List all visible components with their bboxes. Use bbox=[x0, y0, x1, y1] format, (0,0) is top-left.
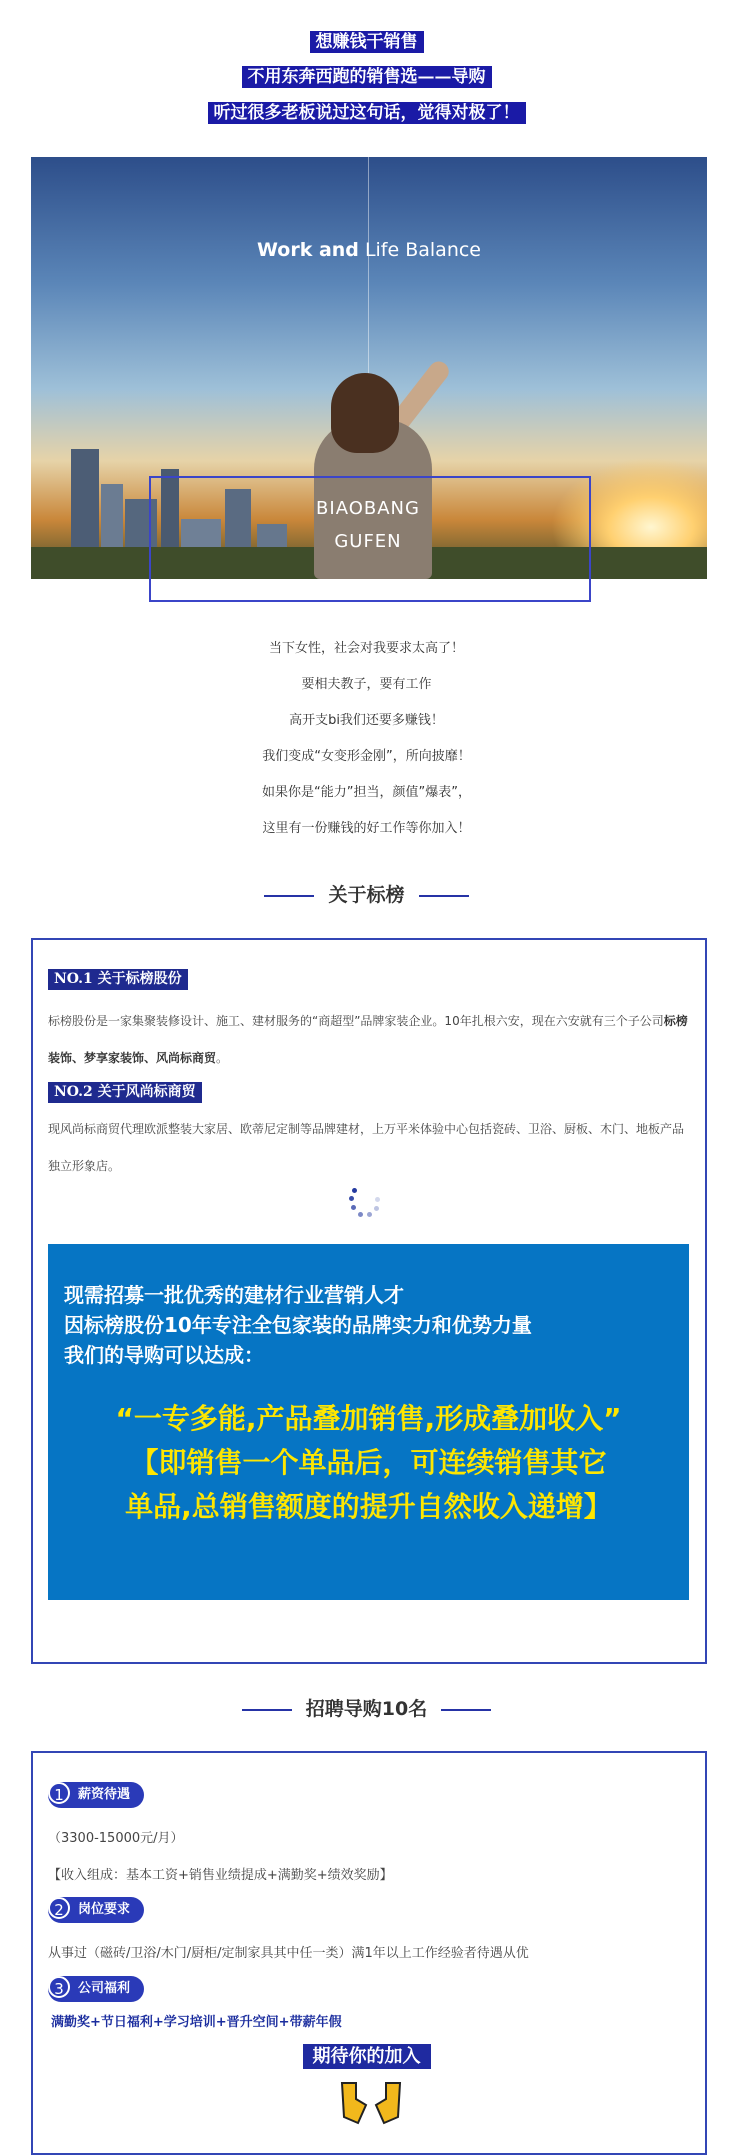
person-head bbox=[331, 373, 399, 453]
brand-text bbox=[149, 492, 587, 558]
pill-salary: 1 薪资待遇 bbox=[48, 1782, 144, 1808]
section-title-about: 关于标榜 bbox=[0, 880, 733, 907]
no1-title: NO.1 关于标榜股份 bbox=[48, 969, 188, 990]
intro-line: 高开支bi我们还要多赚钱！ bbox=[289, 713, 444, 728]
loading-spinner-icon bbox=[350, 1188, 380, 1218]
headline-2: 不用东奔西跑的销售选——导购 bbox=[0, 66, 733, 88]
no1-text: 标榜股份是一家集聚装修设计、施工、建材服务的“商超型”品牌家装企业。10年扎根六安，现在六安就有三个子公司标榜装饰、梦享家装饰、风尚标商贸。 bbox=[48, 1014, 688, 1065]
panel-lines: 现需招募一批优秀的建材行业营销人才 因标榜股份10年专注全包家装的品牌实力和优势力量 我们的导购可以达成： bbox=[64, 1283, 532, 1367]
pill-requirement: 2 岗位要求 bbox=[48, 1897, 144, 1923]
headline-1: 想赚钱干销售 bbox=[0, 31, 733, 53]
intro-line: 当下女性，社会对我要求太高了！ bbox=[268, 641, 464, 656]
intro-line: 我们变成“女变形金刚”，所向披靡！ bbox=[262, 749, 471, 764]
salary-range: （3300-15000元/月） bbox=[48, 1831, 184, 1846]
expect-banner: 期待你的加入 bbox=[0, 2042, 733, 2068]
pill-welfare: 3 公司福利 bbox=[48, 1976, 144, 2002]
intro-line: 这里有一份赚钱的好工作等你加入！ bbox=[262, 821, 471, 836]
salary-detail: 【收入组成：基本工资+销售业绩提成+满勤奖+绩效奖励】 bbox=[48, 1868, 393, 1883]
title-line bbox=[242, 1709, 292, 1711]
section-title-recruit: 招聘导购10名 bbox=[0, 1694, 733, 1721]
pointing-hands-icon bbox=[336, 2079, 406, 2125]
title-line bbox=[419, 895, 469, 897]
requirement-text: 从事过（磁砖/卫浴/木门/厨柜/定制家具其中任一类）满1年以上工作经验者待遇从优 bbox=[48, 1946, 529, 1961]
no2-title: NO.2 关于风尚标商贸 bbox=[48, 1082, 202, 1103]
title-line bbox=[264, 895, 314, 897]
panel-slogan: “一专多能,产品叠加销售,形成叠加收入” 【即销售一个单品后，可连续销售其它 单品,总销售额度的提升自然收入递增】 bbox=[115, 1402, 622, 1523]
title-line bbox=[441, 1709, 491, 1711]
welfare-text: 满勤奖+节日福利+学习培训+晋升空间+带薪年假 bbox=[51, 2015, 342, 2030]
intro-line: 如果你是“能力”担当，颜值”爆表”， bbox=[262, 785, 471, 800]
recruit-highlight-panel bbox=[48, 1244, 689, 1600]
headline-3: 听过很多老板说过这句话，觉得对极了！ bbox=[0, 102, 733, 124]
no2-text: 现风尚标商贸代理欧派整装大家居、欧蒂尼定制等品牌建材，上万平米体验中心包括瓷砖、卫浴、厨板、木门、地板产品独立形象店。 bbox=[48, 1122, 685, 1173]
brand-line-2: GUFEN bbox=[334, 531, 402, 552]
intro-line: 要相夫教子，要有工作 bbox=[301, 677, 432, 692]
hero-tagline: Work and Life Balance bbox=[256, 239, 481, 261]
brand-line-1: BIAOBANG bbox=[316, 498, 420, 519]
